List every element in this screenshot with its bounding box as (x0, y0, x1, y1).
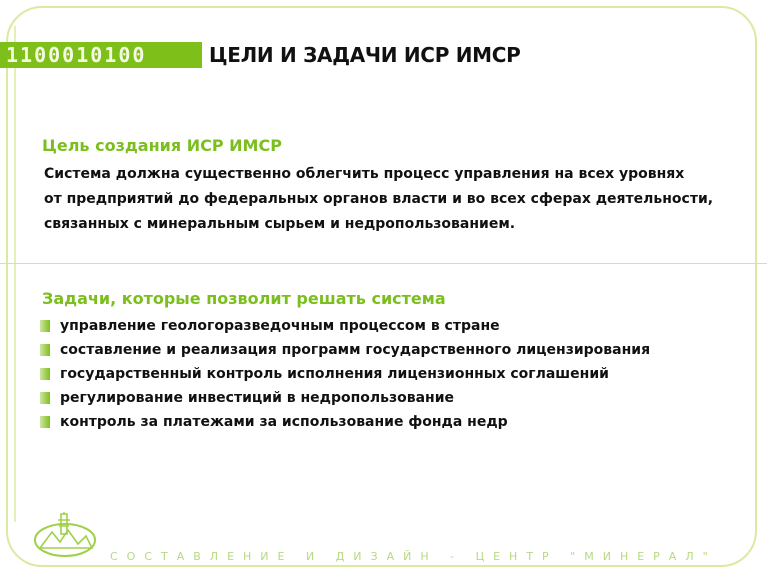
list-item (40, 386, 650, 410)
binary-text: 1100010100 (6, 43, 147, 67)
task-label: контроль за платежами за использование фонда недр (60, 414, 508, 430)
task-list (40, 314, 650, 434)
square-bullet-icon (40, 344, 50, 356)
task-label: управление геологоразведочным процессом в стране (60, 318, 500, 334)
tasks-title: Задачи, которые позволит решать система (42, 289, 446, 308)
page-title: ЦЕЛИ И ЗАДАЧИ ИСР ИМСР (209, 43, 521, 67)
footer-credit: СОСТАВЛЕНИЕ И ДИЗАЙН - ЦЕНТР "МИНЕРАЛ" (110, 550, 717, 563)
frame-inner-line (14, 26, 16, 522)
square-bullet-icon (40, 416, 50, 428)
mineral-center-logo (30, 510, 100, 560)
section-divider (0, 263, 767, 264)
binary-banner (0, 42, 202, 68)
logo-icon (30, 510, 100, 560)
goal-line: от предприятий до федеральных органов власти и во всех сферах деятельности, (44, 191, 714, 207)
square-bullet-icon (40, 320, 50, 332)
list-item (40, 410, 650, 434)
slide-frame (6, 6, 757, 567)
goal-line: Система должна существенно облегчить процесс управления на всех уровнях (44, 166, 685, 182)
task-label: регулирование инвестиций в недропользование (60, 390, 455, 406)
task-label: составление и реализация программ государственного лицензирования (60, 342, 651, 358)
goal-title: Цель создания ИСР ИМСР (42, 136, 282, 155)
square-bullet-icon (40, 392, 50, 404)
list-item (40, 362, 650, 386)
goal-text (44, 162, 744, 237)
task-label: государственный контроль исполнения лицензионных соглашений (60, 366, 609, 382)
list-item (40, 338, 650, 362)
list-item (40, 314, 650, 338)
square-bullet-icon (40, 368, 50, 380)
goal-line: связанных с минеральным сырьем и недропользованием. (44, 216, 516, 232)
